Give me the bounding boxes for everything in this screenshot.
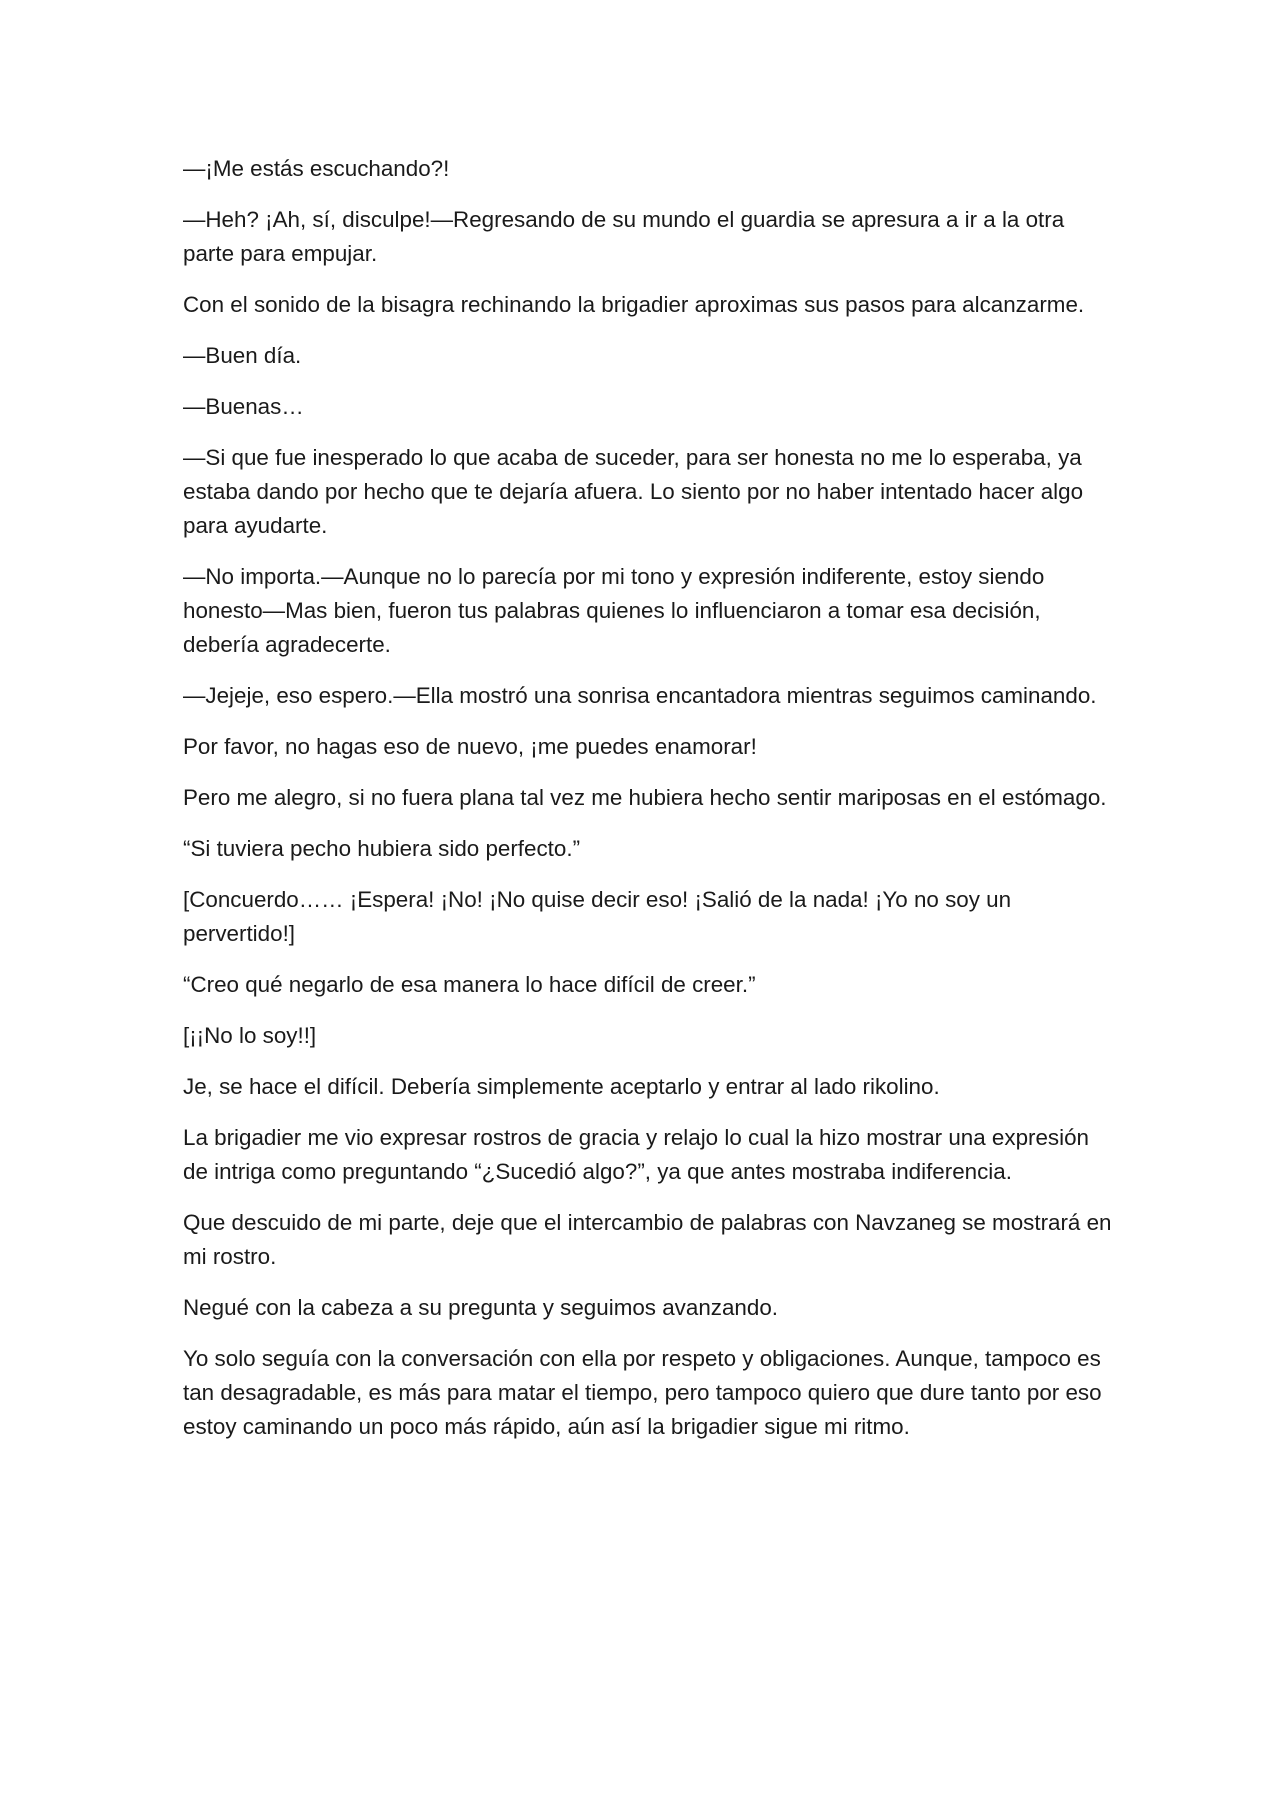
paragraph: —Jejeje, eso espero.—Ella mostró una sonrisa encantadora mientras seguimos caminando. [183,683,1097,708]
paragraph: —Si que fue inesperado lo que acaba de suceder, para ser honesta no me lo esperaba, ya estaba dando por hecho que te dejaría afuera. Lo siento por no haber intentado hacer algo para ayudarte. [183,445,1084,538]
paragraph: —Buen día. [183,343,302,368]
paragraph: Yo solo seguía con la conversación con ella por respeto y obligaciones. Aunque, tampoco es tan desagradable, es más para matar el tiempo, pero tampoco quiero que dure tanto por eso estoy caminando un poco más rápido, aún así la brigadier sigue mi ritmo. [183,1346,1102,1439]
paragraph: Je, se hace el difícil. Debería simplemente aceptarlo y entrar al lado rikolino. [183,1074,940,1099]
paragraph: [¡¡No lo soy!!] [183,1023,317,1048]
paragraph: Negué con la cabeza a su pregunta y seguimos avanzando. [183,1295,778,1320]
paragraph: —¡Me estás escuchando?! [183,156,450,181]
paragraph: —Heh? ¡Ah, sí, disculpe!—Regresando de su mundo el guardia se apresura a ir a la otra parte para empujar. [183,207,1065,266]
paragraph: “Creo qué negarlo de esa manera lo hace difícil de creer.” [183,972,756,997]
paragraph: La brigadier me vio expresar rostros de gracia y relajo lo cual la hizo mostrar una expresión de intriga como preguntando “¿Sucedió algo?”, ya que antes mostraba indiferencia. [183,1125,1090,1184]
paragraph: “Si tuviera pecho hubiera sido perfecto.” [183,836,581,861]
paragraph: —No importa.—Aunque no lo parecía por mi tono y expresión indiferente, estoy siendo honesto—Mas bien, fueron tus palabras quienes lo influenciaron a tomar esa decisión, debería agradecerte. [183,564,1045,657]
paragraph: Pero me alegro, si no fuera plana tal vez me hubiera hecho sentir mariposas en el estómago. [183,785,1107,810]
paragraph: —Buenas… [183,394,304,419]
paragraph: Por favor, no hagas eso de nuevo, ¡me puedes enamorar! [183,734,757,759]
paragraph: Con el sonido de la bisagra rechinando la brigadier aproximas sus pasos para alcanzarme. [183,292,1085,317]
document-body [183,152,1115,1461]
paragraph: [Concuerdo…… ¡Espera! ¡No! ¡No quise decir eso! ¡Salió de la nada! ¡Yo no soy un pervertido!] [183,887,1012,946]
paragraph: Que descuido de mi parte, deje que el intercambio de palabras con Navzaneg se mostrará en mi rostro. [183,1210,1112,1269]
